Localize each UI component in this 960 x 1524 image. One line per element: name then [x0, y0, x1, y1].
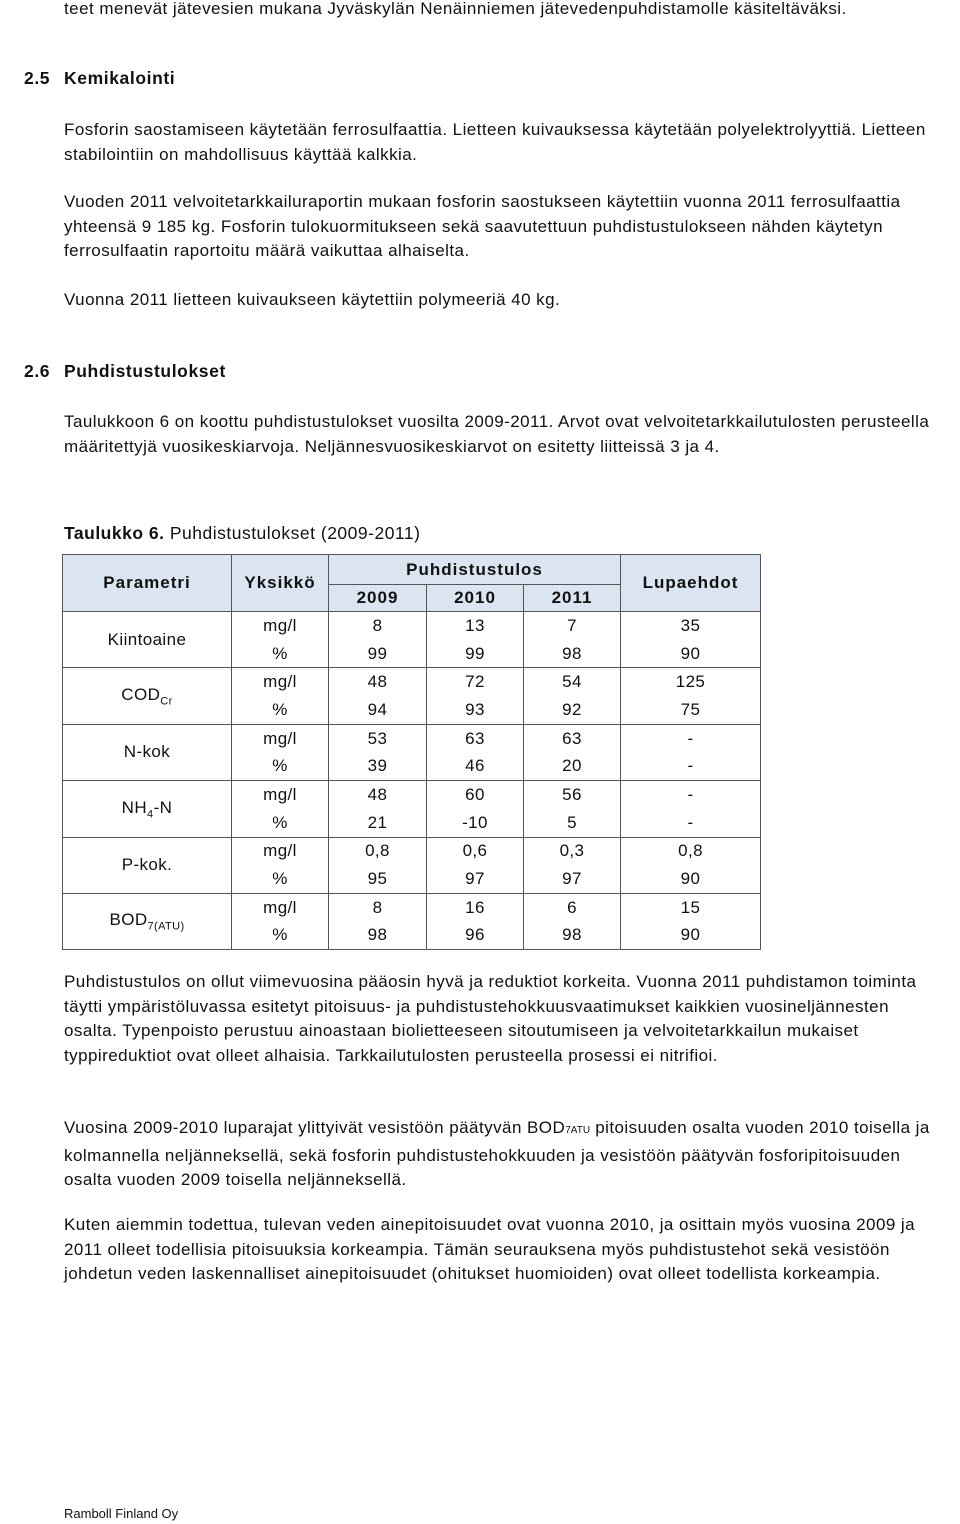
table-caption [64, 523, 420, 544]
unit-cell: % [232, 640, 329, 668]
parameter-name: Kiintoaine [107, 629, 187, 649]
value-2009-cell: 8 [329, 612, 427, 640]
limit-cell: - [621, 809, 761, 837]
unit-cell: % [232, 922, 329, 950]
parameter-cell [63, 837, 232, 893]
value-2010-cell: 13 [427, 612, 524, 640]
parameter-cell [63, 668, 232, 724]
table-row [63, 893, 761, 921]
parameter-cell [63, 612, 232, 668]
limit-cell: - [621, 752, 761, 780]
parameter-name: BOD [109, 910, 148, 930]
paragraph-continuation: teet menevät jätevesien mukana Jyväskylän Nenäinniemen jätevedenpuhdistamolle käsiteltäväksi. [64, 0, 847, 18]
parameter-cell [63, 893, 232, 949]
paragraph: Fosforin saostamiseen käytetään ferrosulfaattia. Lietteen kuivauksessa käytetään polyelektrolyyttiä. Lietteen stabilointiin on mahdollisuus käyttää kalkkia. [64, 120, 926, 164]
parameter-name: COD [121, 684, 161, 704]
section-title: Puhdistustulokset [64, 361, 226, 381]
unit-cell: % [232, 865, 329, 893]
parameter-name: N-kok [123, 742, 171, 762]
value-2010-cell: 99 [427, 640, 524, 668]
paragraph: Puhdistustulos on ollut viimevuosina pääosin hyvä ja reduktiot korkeita. Vuonna 2011 puhdistamon toiminta täytti ympäristöluvassa esitetyt pitoisuus- ja puhdistustehokkuusvaatimukset kaikkien vuosineljännesten osalta. Typenpoisto perustuu ainoastaan biolietteeseen sitoutumiseen ja velvoitetarkkailun mukaiset typpireduktiot ovat olleet alhaisia. Tarkkailutulosten perusteella prosessi ei nitrifioi. [64, 972, 917, 1065]
parameter-name: P-kok. [121, 855, 173, 875]
value-2009-cell: 48 [329, 781, 427, 809]
header-puhdistustulos: Puhdistustulos [329, 555, 621, 585]
value-2010-cell: 0,6 [427, 837, 524, 865]
section-heading-2-6 [24, 361, 226, 382]
value-2010-cell: 16 [427, 893, 524, 921]
limit-cell: 15 [621, 893, 761, 921]
value-2009-cell: 0,8 [329, 837, 427, 865]
limit-cell: 0,8 [621, 837, 761, 865]
limit-cell: 90 [621, 865, 761, 893]
value-2009-cell: 39 [329, 752, 427, 780]
value-2011-cell: 6 [524, 893, 621, 921]
value-2009-cell: 95 [329, 865, 427, 893]
value-2011-cell: 98 [524, 922, 621, 950]
table-row [63, 668, 761, 696]
value-2009-cell: 98 [329, 922, 427, 950]
value-2011-cell: 98 [524, 640, 621, 668]
table-row [63, 724, 761, 752]
paragraph-text: pitoisuuden osalta vuoden 2010 toisella ja kolmannella neljänneksellä, sekä fosforin puhdistustehokkuuden ja vesistöön päätyvän fosforipitoisuuden osalta vuoden 2009 toisella neljänneksellä. [64, 1118, 930, 1190]
value-2010-cell: 72 [427, 668, 524, 696]
unit-cell: mg/l [232, 893, 329, 921]
limit-cell: 90 [621, 922, 761, 950]
value-2009-cell: 48 [329, 668, 427, 696]
header-parametri: Parametri [63, 555, 232, 612]
value-2011-cell: 97 [524, 865, 621, 893]
table-row [63, 837, 761, 865]
section-number: 2.5 [24, 68, 51, 88]
unit-cell: % [232, 809, 329, 837]
value-2010-cell: 46 [427, 752, 524, 780]
unit-cell: mg/l [232, 781, 329, 809]
section-title: Kemikalointi [64, 68, 176, 88]
header-year: 2009 [329, 585, 427, 612]
limit-cell: - [621, 724, 761, 752]
limit-cell: 35 [621, 612, 761, 640]
value-2009-cell: 94 [329, 696, 427, 724]
table-row [63, 612, 761, 640]
subscript: 7ATU [565, 1125, 591, 1136]
value-2009-cell: 8 [329, 893, 427, 921]
value-2011-cell: 63 [524, 724, 621, 752]
parameter-cell [63, 724, 232, 780]
unit-cell: mg/l [232, 724, 329, 752]
limit-cell: - [621, 781, 761, 809]
paragraph-text: Vuosina 2009-2010 luparajat ylittyivät vesistöön päätyvän BOD [64, 1118, 566, 1137]
parameter-name: NH [121, 797, 148, 817]
value-2011-cell: 92 [524, 696, 621, 724]
value-2010-cell: 63 [427, 724, 524, 752]
paragraph [64, 1116, 944, 1193]
paragraph: Vuonna 2011 lietteen kuivaukseen käytettiin polymeeriä 40 kg. [64, 290, 561, 309]
value-2009-cell: 99 [329, 640, 427, 668]
table-caption-label: Taulukko 6. [64, 523, 165, 543]
value-2011-cell: 20 [524, 752, 621, 780]
header-yksikko: Yksikkö [232, 555, 329, 612]
paragraph: Vuoden 2011 velvoitetarkkailuraportin mukaan fosforin saostukseen käytettiin vuonna 2011 ferrosulfaattia yhteensä 9 185 kg. Fosforin tulokuormitukseen sekä saavutettuun puhdistustulokseen nähden käytetyn ferrosulfaatin raportoitu määrä vaikuttaa alhaiselta. [64, 192, 901, 261]
value-2010-cell: -10 [427, 809, 524, 837]
section-number: 2.6 [24, 361, 51, 381]
parameter-subscript: 4 [147, 808, 154, 820]
paragraph: Kuten aiemmin todettua, tulevan veden ainepitoisuudet ovat vuonna 2010, ja osittain myös vuosina 2009 ja 2011 olleet todellisia pitoisuuksia korkeampia. Tämän seurauksena myös puhdistustehot sekä vesistöön johdetun veden laskennalliset ainepitoisuudet (ohitukset huomioiden) ovat olleet todellista korkeampia. [64, 1215, 916, 1284]
value-2010-cell: 60 [427, 781, 524, 809]
value-2011-cell: 7 [524, 612, 621, 640]
page-footer: Ramboll Finland Oy [64, 1506, 179, 1521]
value-2009-cell: 53 [329, 724, 427, 752]
value-2011-cell: 56 [524, 781, 621, 809]
section-heading-2-5 [24, 68, 175, 89]
parameter-subscript: 7(ATU) [147, 920, 185, 933]
unit-cell: mg/l [232, 668, 329, 696]
value-2009-cell: 21 [329, 809, 427, 837]
value-2010-cell: 96 [427, 922, 524, 950]
header-year: 2011 [524, 585, 621, 612]
parameter-subscript: Cr [160, 695, 173, 708]
table-body [63, 612, 761, 950]
parameter-suffix: -N [153, 797, 173, 817]
limit-cell: 90 [621, 640, 761, 668]
value-2010-cell: 93 [427, 696, 524, 724]
table-caption-text: Puhdistustulokset (2009-2011) [164, 523, 421, 543]
unit-cell: % [232, 752, 329, 780]
unit-cell: mg/l [232, 612, 329, 640]
paragraph: Taulukkoon 6 on koottu puhdistustulokset vuosilta 2009-2011. Arvot ovat velvoitetarkkailutulosten perusteella määritettyjä vuosikeskiarvoja. Neljännesvuosikeskiarvot on esitetty liitteissä 3 ja 4. [64, 412, 930, 456]
limit-cell: 75 [621, 696, 761, 724]
table-row [63, 781, 761, 809]
value-2011-cell: 0,3 [524, 837, 621, 865]
header-lupaehdot: Lupaehdot [621, 555, 761, 612]
value-2011-cell: 5 [524, 809, 621, 837]
parameter-cell [63, 781, 232, 837]
header-year: 2010 [427, 585, 524, 612]
unit-cell: % [232, 696, 329, 724]
value-2011-cell: 54 [524, 668, 621, 696]
results-table [62, 554, 761, 950]
limit-cell: 125 [621, 668, 761, 696]
value-2010-cell: 97 [427, 865, 524, 893]
unit-cell: mg/l [232, 837, 329, 865]
